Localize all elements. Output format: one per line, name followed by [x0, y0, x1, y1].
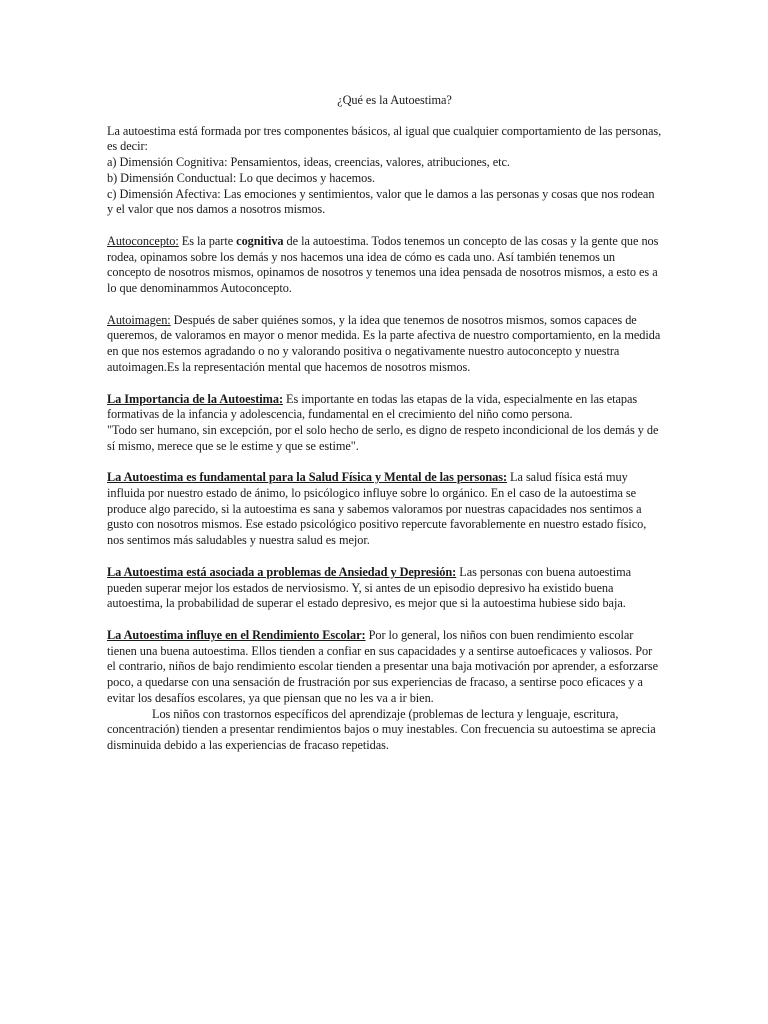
importancia-text: Es importante en todas las etapas de la vida, especialmente en las etapas formativas de la infancia y adolescencia, fundamental en el crecimiento del niño como persona.: [107, 391, 638, 422]
intro-text: La autoestima está formada por tres componentes básicos, al igual que cualquier comportamiento de las personas, es decir:: [107, 123, 662, 154]
autoimagen-heading: Autoimagen:: [107, 312, 171, 327]
autoconcepto-paragraph: [107, 234, 662, 297]
document-title: ¿Qué es la Autoestima?: [337, 93, 452, 107]
ansiedad-heading: La Autoestima está asociada a problemas de Ansiedad y Depresión:: [107, 564, 457, 579]
salud-text: La salud física está muy influida por nuestro estado de ánimo, lo psicólogico influye sobre lo orgánico. En el caso de la autoestima se produce algo parecido, si la autoestima es sana y sabemos valoramos por nuestras capacidades nos sentimos a gusto con nosotros mismos. Ese estado psicológico positivo repercute favorablemente en nuestro estado físico, nos sentimos más saludables y nuestra salud es mejor.: [107, 470, 647, 548]
rendimiento-paragraph-2: Los niños con trastornos específicos del aprendizaje (problemas de lectura y lenguaje, escritura, concentración) tienden a presentar rendimientos bajos o muy inestables. Con frecuencia su autoestima se aprecia disminuida debido a las experiencias de fracaso repetidas.: [107, 706, 656, 752]
intro-item-afectiva: c) Dimensión Afectiva: Las emociones y sentimientos, valor que le damos a las personas y cosas que nos rodean y el valor que nos damos a nosotros mismos.: [107, 186, 655, 217]
intro-section: [107, 124, 662, 218]
ansiedad-section: [107, 565, 662, 612]
autoimagen-paragraph: [107, 313, 662, 376]
importancia-quote: "Todo ser humano, sin excepción, por el solo hecho de serlo, es digno de respeto incondicional de los demás y de sí mismo, merece que se le estime y que se estime".: [107, 422, 659, 453]
importancia-heading: La Importancia de la Autoestima:: [107, 391, 284, 406]
ansiedad-text: Las personas con buena autoestima pueden superar mejor los estados de nerviosismo. Y, si antes de un episodio depresivo ha existido buena autoestima, la probabilidad de superar el estado depresivo, es mejor que si la autoestima hubiese sido baja.: [107, 564, 632, 611]
rendimiento-text: Por lo general, los niños con buen rendimiento escolar tienen una buena autoestima. Ellos tienden a confiar en sus capacidades y a sentirse autoeficaces y valiosos. Por el contrario, niños de bajo rendimiento escolar tienden a presentar una baja motivación por aprender, a esforzarse poco, a quedarse con una sensación de frustración por sus experiencias de fracaso, a sentirse poco eficaces y a evitar los desafíos escolares, ya que piensan que no les va a ir bien.: [107, 627, 659, 705]
autoconcepto-heading: Autoconcepto:: [107, 233, 179, 248]
autoconcepto-text-before: Es la parte: [178, 233, 237, 248]
autoimagen-section: [107, 313, 662, 376]
document-body: [107, 93, 662, 770]
importancia-section: [107, 392, 662, 455]
autoconcepto-bold-word: cognitiva: [236, 233, 284, 248]
rendimiento-section: [107, 628, 662, 754]
rendimiento-paragraph: [107, 628, 662, 707]
importancia-paragraph: [107, 392, 662, 423]
salud-paragraph: [107, 470, 662, 549]
salud-section: [107, 470, 662, 549]
salud-heading: La Autoestima es fundamental para la Salud Física y Mental de las personas:: [107, 470, 508, 485]
autoconcepto-text-after: de la autoestima. Todos tenemos un concepto de las cosas y la gente que nos rodea, opinamos sobre los demás y nos hacemos una idea de cómo es cada uno. Así también tenemos un concepto de nosotros mismos, opinamos de nosotros y tenemos una idea pensada de nosotros mismos, a esto es a lo que denominammos Autoconcepto.: [107, 233, 659, 296]
autoimagen-text: Después de saber quiénes somos, y la idea que tenemos de nosotros mismos, somos capaces de queremos, de valoramos en mayor o menor medida. Es la parte afectiva de nuestro comportamiento, en la medida en que nos estemos agradando o no y valorando positiva o negativamente nuestro autoconcepto y nuestra autoimagen.Es la representación mental que hacemos de nosotros mismos.: [107, 312, 661, 374]
ansiedad-paragraph: [107, 565, 662, 612]
intro-item-conductual: b) Dimensión Conductual: Lo que decimos y hacemos.: [107, 170, 375, 185]
intro-item-cognitiva: a) Dimensión Cognitiva: Pensamientos, ideas, creencias, valores, atribuciones, etc.: [107, 155, 510, 170]
rendimiento-heading: La Autoestima influye en el Rendimiento Escolar:: [107, 627, 366, 642]
autoconcepto-section: [107, 234, 662, 297]
